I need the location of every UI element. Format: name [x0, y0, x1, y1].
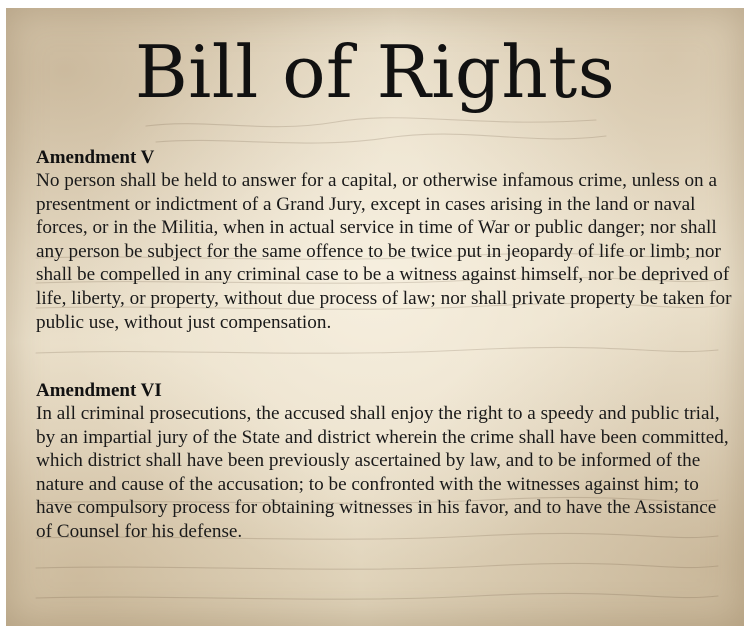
amendment-section-v: [36, 147, 736, 334]
amendment-heading: Amendment VI: [36, 380, 162, 401]
amendment-section-vi: [36, 380, 736, 544]
amendment-text: No person shall be held to answer for a capital, or otherwise infamous crime, unless on a presentment or indictment of a Grand Jury, except in cases arising in the land or naval forces, or in the Militia, when in actual service in time of War or public danger; nor shall any person be subject for the same offence to be twice put in jeopardy of life or limb; nor shall be compelled in any criminal case to be a witness against himself, nor be deprived of life, liberty, or property, without due process of law; nor shall private property be taken for public use, without just compensation.: [36, 170, 732, 333]
document-content: [6, 8, 744, 626]
page-title: Bill of Rights: [134, 30, 616, 114]
parchment-background: [6, 8, 744, 626]
amendment-heading: Amendment V: [36, 147, 155, 168]
amendment-text: In all criminal prosecutions, the accused shall enjoy the right to a speedy and public trial, by an impartial jury of the State and district wherein the crime shall have been committed, which district shall have been previously ascertained by law, and to be informed of the nature and cause of the accusation; to be confronted with the witnesses against him; to have compulsory process for obtaining witnesses in his favor, and to have the Assistance of Counsel for his defense.: [36, 403, 729, 542]
